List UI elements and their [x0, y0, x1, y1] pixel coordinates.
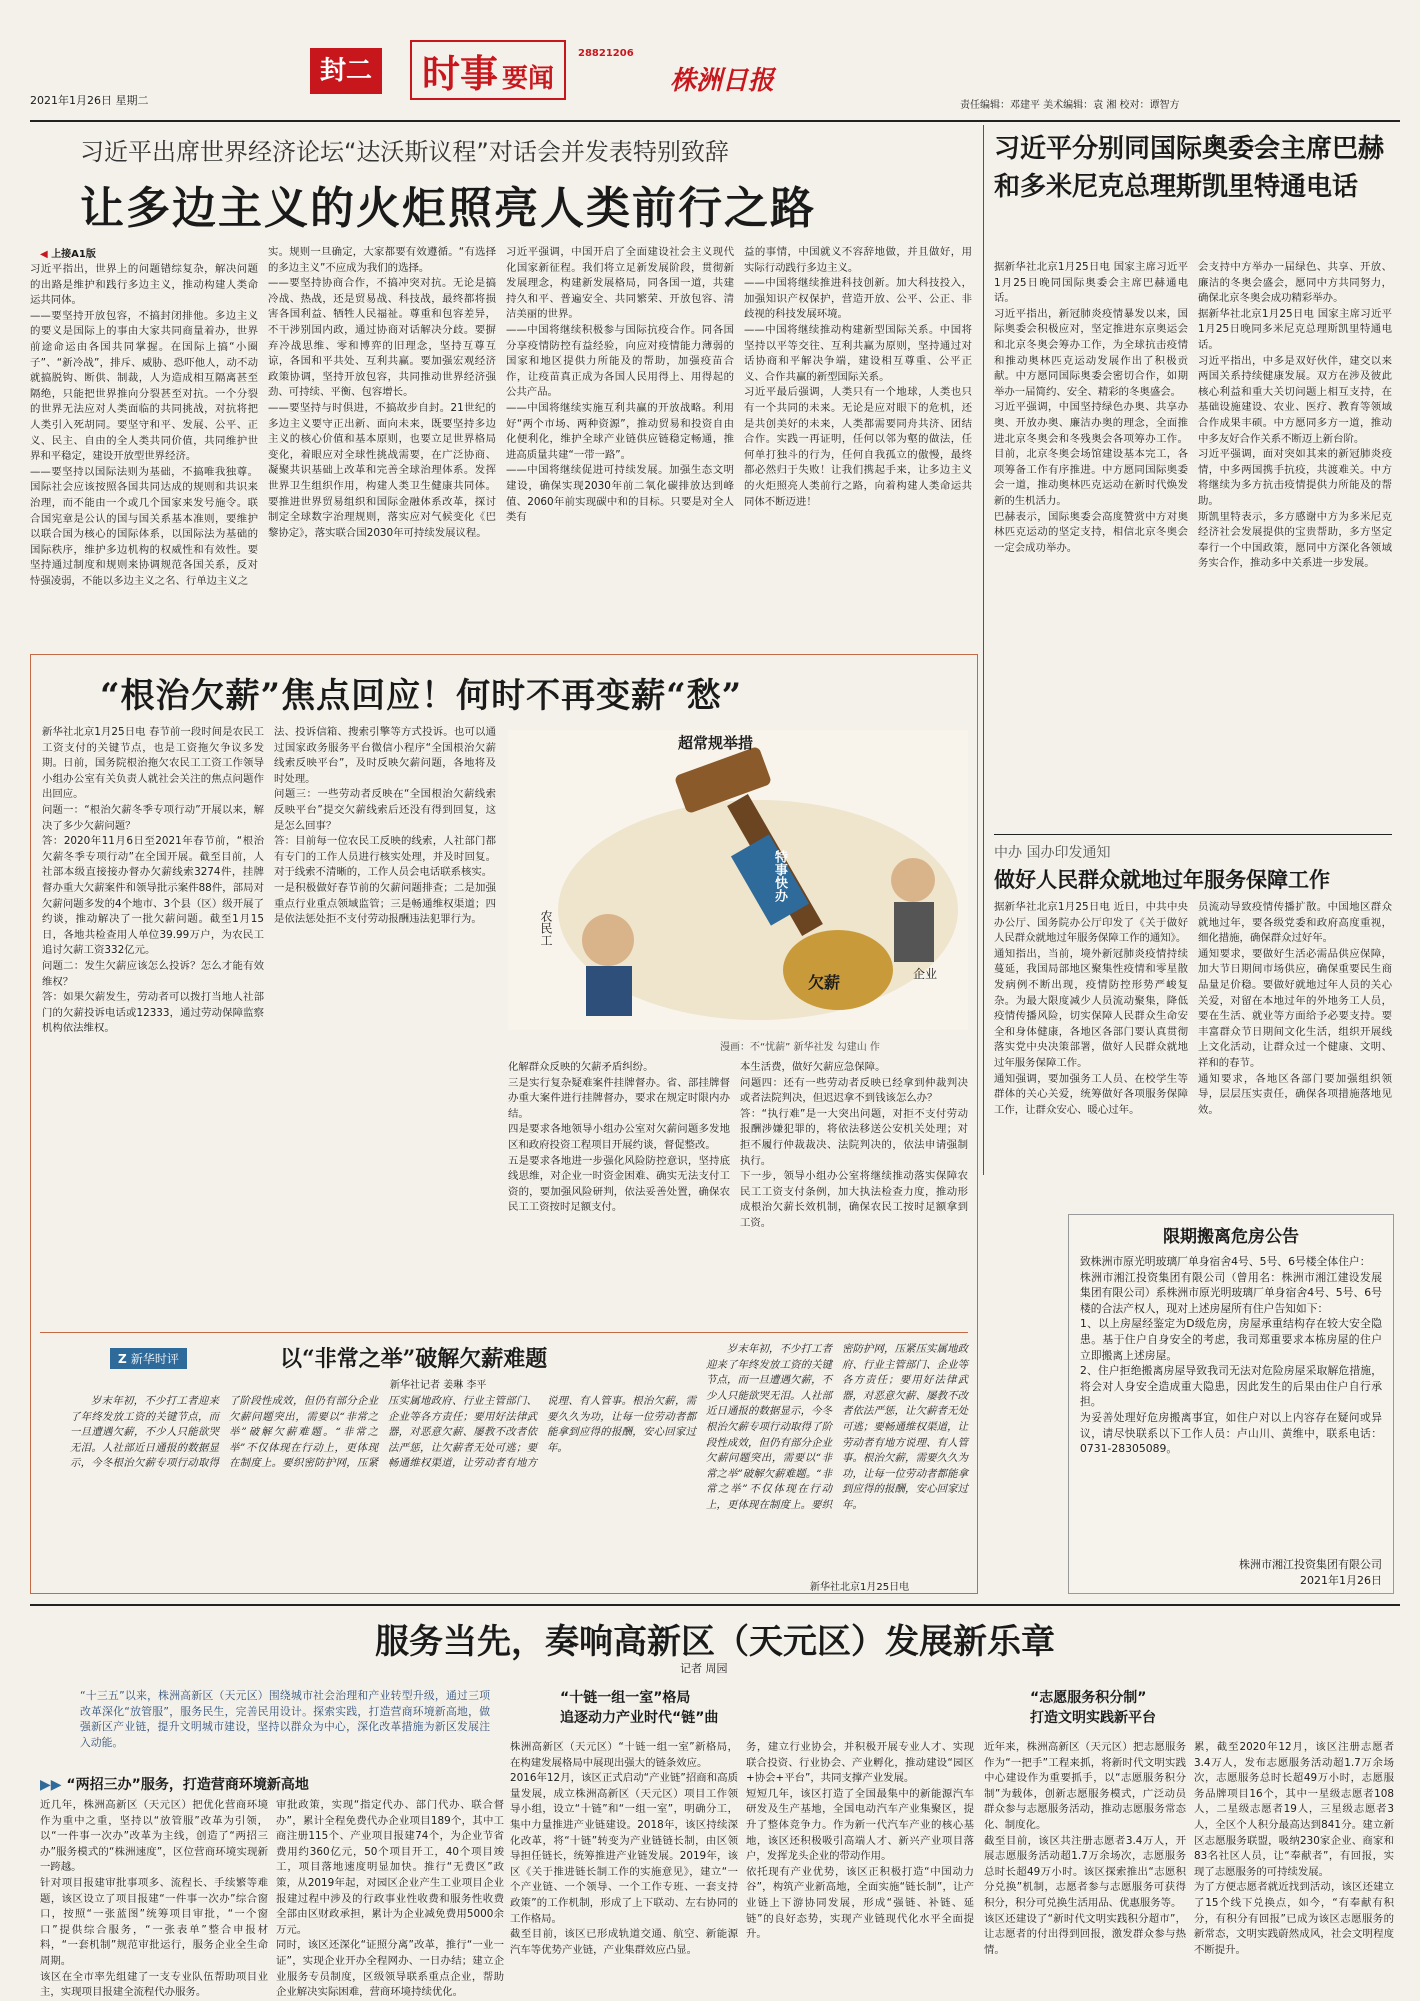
- editor-credits: 责任编辑：邓建平 美术编辑：袁 湘 校对：谭智方: [960, 100, 1180, 111]
- cartoon-label-1: 超常规举措: [678, 734, 754, 752]
- zone-s2-title: “十链一组一室”格局 追逐动力产业时代“链”曲: [560, 1690, 719, 1726]
- zone-s1-col-1: 近几年，株洲高新区（天元区）把优化营商环境作为重中之重，坚持以“放管服”改革为引领，以“一件事一次办”改革为主线，创造了“两招三办”服务模式的“株洲速度”，区位营商环境实现新一跨越。 针对项目报建审批事项多、流程长、手续繁等难题，该区设立了项目报建“一件事一次办”综合窗口，按照“一张蓝图”统筹项目审批，“一个窗口”提供综合服务，“一张表单”整合申报材料，“一套机制”规范审批运行，服务企业全生命周期。 该区在全市率先组建了一支专业队伍帮助项目业主，实现项目报建全流程代办服务。: [40, 1799, 268, 1999]
- wage-col-2: 法、投诉信箱、搜索引擎等方式投诉。也可以通过国家政务服务平台微信小程序“全国根治欠薪线索反映平台”，及时反映欠薪问题，各地将及时处理。 问题三：一些劳动者反映在“全国根治欠薪线索反映平台”提交欠薪线索后还没有得到回复，这是怎么回事？ 答：目前每一位农民工反映的线索，人社部门都有专门的工作人员进行核实处理，并及时回复。对于线索不清晰的，工作人员会电话联系核实。 一是积极做好春节前的欠薪问题排查；二是加强重点行业重点领域监管；三是畅通维权渠道；四是依法惩处拒不支付劳动报酬违法犯罪行为。: [274, 726, 496, 926]
- section-title-sub: 要闻: [502, 63, 555, 94]
- zone-summary: “十三五”以来，株洲高新区（天元区）围绕城市社会治理和产业转型升级，通过三项改革深化“放管服”，服务民生，完善民用设计。探索实践，打造营商环境新高地，做强新区产业链，提升文明城市建设，坚持以群众为中心，深化改革措施为新区发展注入动能。: [80, 1689, 490, 1749]
- zone-s1-title-text: “两招三办”服务，打造营商环境新高地: [66, 1777, 309, 1793]
- zone-headline: 服务当先，奏响高新区（天元区）发展新乐章: [375, 1622, 1055, 1662]
- cartoon-caption: 漫画：不“忧薪” 新华社发 勾建山 作: [720, 1042, 880, 1053]
- zone-s3-col-1: 近年来，株洲高新区（天元区）把志愿服务作为“一把手”工程来抓，将新时代文明实践中心建设作为重要抓手，以“志愿服务积分制”为载体，创新志愿服务模式，广泛动员群众参与志愿服务活动，推动志愿服务常态化、制度化。 截至目前，该区共注册志愿者3.4万人，开展志愿服务活动超1.7万余场次，志愿服务总时长超49万小时。该区探索推出“志愿积分兑换”机制，志愿者参与志愿服务可获得积分，积分可兑换生活用品、优惠服务等。 该区还建设了“新时代文明实践积分超市”，让志愿者的付出得到回报，激发群众参与热情。: [984, 1741, 1186, 1956]
- hotline: 28821206: [578, 48, 634, 59]
- masthead: [30, 44, 1400, 116]
- lead-col-1: 习近平指出，世界上的问题错综复杂，解决问题的出路是维护和践行多边主义，推动构建人类命运共同体。 ——要坚持开放包容，不搞封闭排他。多边主义的要义是国际上的事由大家共同商量着办，世界前途命运由各国共同掌握。在国际上搞“小圈子”、“新冷战”，排斥、威胁、恐吓他人，动不动就搞脱钩、断供、制裁，人为造成相互隔离甚至隔绝，只能把世界推向分裂甚至对抗。一个分裂的世界无法应对人类面临的共同挑战，对抗将把人类引入死胡同。要坚守和平、发展、公平、正义、民主、自由的全人类共同价值，共同维护世界和平稳定，建设开放型世界经济。 ——要坚持以国际法则为基础，不搞唯我独尊。国际社会应该按照各国共同达成的规则和共识来治理，而不能由一个或几个国家来发号施令。联合国宪章是公认的国与国关系基本准则，要维护以联合国为核心的国际体系，以国际法为基础的国际秩序，维护多边机构的权威性和有效性。要坚持通过制度和规则来协调规范各国关系，反对恃强凌弱，不能以多边主义之名、行单边主义之: [30, 263, 258, 587]
- zone-s3-col-2: 累，截至2020年12月，该区注册志愿者3.4万人，发布志愿服务活动超1.7万余场次，志愿服务总时长超49万小时，志愿服务品牌项目16个，其中一星级志愿者108人，二星级志愿者19人，三星级志愿者3人，全区个人积分最高达到841分。建立新区志愿服务联盟，吸纳230家企业、商家和83名社区人员，让“奉献者”，有回报，实现了志愿服务的可持续发展。 为了方便志愿者就近找到活动，该区还建立了15个线下兑换点，如今，“有奉献有积分，有积分有回报”已成为该区志愿服务的新常态，文明实践蔚然成风，社会文明程度不断提升。: [1194, 1741, 1394, 1956]
- wage-headline: “根治欠薪”焦点回应！何时不再变薪“愁”: [100, 676, 743, 716]
- zone-rule: [30, 1604, 1400, 1606]
- lead-col-2: 实。规则一旦确定，大家都要有效遵循。“有选择的多边主义”不应成为我们的选择。 ——要坚持协商合作，不搞冲突对抗。无论是搞冷战、热战，还是贸易战、科技战，最终都将损害各国利益、牺牲人民福祉。尊重和包容差异，不干涉别国内政，通过协商对话解决分歧。要摒弃冷战思维、零和博弈的旧理念，坚持互尊互谅，各国和平共处、互利共赢。要加强宏观经济政策协调，坚持开放包容，共同推动世界经济强劲、可持续、平衡、包容增长。 ——要坚持与时俱进，不搞故步自封。21世纪的多边主义要守正出新、面向未来，既要坚持多边主义的核心价值和基本原则，也要立足世界格局变化，着眼应对全球性挑战需要，在广泛协商、凝聚共识基础上改革和完善全球治理体系。发挥世界卫生组织作用，构建人类卫生健康共同体。要推进世界贸易组织和国际金融体系改革，探讨制定全球数字治理规则，落实应对气候变化《巴黎协定》，落实联合国2030年可持续发展议程。: [268, 246, 496, 539]
- continued-label: [40, 245, 96, 260]
- date-line: 2021年1月26日 星期二: [30, 94, 149, 107]
- lead-headline: 让多边主义的火炬照亮人类前行之路: [80, 183, 816, 234]
- zone-byline: 记者 周园: [680, 1662, 728, 1675]
- lead-kicker: 习近平出席世界经济论坛“达沃斯议程”对话会并发表特别致辞: [80, 138, 729, 166]
- cartoon-drawing: [508, 730, 968, 1030]
- comment-headline: 以“非常之举”破解欠薪难题: [280, 1346, 548, 1372]
- zone-s1-title: [40, 1774, 309, 1794]
- right-col-1: 据新华社北京1月25日电 国家主席习近平1月25日晚同国际奥委会主席巴赫通电话。 习近平指出，新冠肺炎疫情暴发以来，国际奥委会积极应对，坚定推进东京奥运会和北京冬奥会筹办工作，为全球抗击疫情和推动奥林匹克运动发展作出了积极贡献。中方愿同国际奥委会密切合作，如期举办一届简约、安全、精彩的冬奥盛会。 习近平强调，中国坚持绿色办奥、共享办奥、开放办奥、廉洁办奥的理念，全面推进北京冬奥会和冬残奥会各项筹办工作。目前，北京冬奥会场馆建设基本完工，各项筹备工作有序推进。中方愿同国际奥委会一道，推动奥林匹克运动在新时代焕发新的生机活力。 巴赫表示，国际奥委会高度赞赏中方对奥林匹克运动的坚定支持，相信北京冬奥会一定会成功举办。: [994, 261, 1188, 554]
- cartoon-label-5: 企业: [913, 967, 938, 981]
- right-sub-col-2: 员流动导致疫情传播扩散。中国地区群众就地过年，要各级党委和政府高度重视，细化措施，确保群众过好年。 通知要求，要做好生活必需品供应保障，加大节日期间市场供应，确保重要民生商品量足价稳。要做好就地过年人员的关心关爱，对留在本地过年的外地务工人员，要在生活、就业等方面给予必要支持。要丰富群众节日期间文化生活，组织开展线上文化活动，让群众过一个健康、文明、祥和的春节。 通知要求，各地区各部门要加强组织领导，层层压实责任，确保各项措施落地见效。: [1198, 901, 1392, 1116]
- wage-col-3: 化解群众反映的欠薪矛盾纠纷。 三是实行复杂疑难案件挂牌督办。省、部挂牌督办重大案件进行挂牌督办，要求在规定时限内办结。 四是要求各地领导小组办公室对欠薪问题多发地区和政府投资工程项目开展约谈，督促整改。 五是要求各地进一步强化风险防控意识，坚持底线思维，对企业一时资金困难、确实无法支付工资的，要加强风险研判，依法妥善处置，确保农民工工资按时足额支付。: [508, 1061, 730, 1214]
- right-col-2: 会支持中方举办一届绿色、共享、开放、廉洁的冬奥会盛会，愿同中方共同努力，确保北京冬奥会成功精彩举办。 据新华社北京1月25日电 国家主席习近平1月25日晚同多米尼克总理斯凯里特通电话。 习近平指出，中多是双好伙伴，建交以来两国关系持续健康发展。双方在涉及彼此核心利益和重大关切问题上相互支持，在基础设施建设、农业、医疗、教育等领域合作成果丰硕。中方愿同多方一道，推动中多友好合作关系不断迈上新台阶。 习近平强调，面对突如其来的新冠肺炎疫情，中多两国携手抗疫，共渡难关。中方将继续为多方抗击疫情提供力所能及的帮助。 斯凯里特表示，多方感谢中方为多米尼克经济社会发展提供的宝贵帮助，多方坚定奉行一个中国政策，愿同中方深化各领域务实合作，推动多中关系进一步发展。: [1198, 261, 1392, 570]
- paper-name: 株洲日报: [670, 66, 775, 96]
- right-sub-col-1: 据新华社北京1月25日电 近日，中共中央办公厅、国务院办公厅印发了《关于做好人民群众就地过年服务保障工作的通知》。 通知指出，当前，境外新冠肺炎疫情持续蔓延，我国局部地区聚集性疫情和零星散发病例不断出现，疫情防控形势严峻复杂。为最大限度减少人员流动聚集，降低疫情传播风险，切实保障人民群众生命安全和身体健康，各地区各部门要认真贯彻落实党中央决策部署，做好人民群众就地过年服务保障工作。 通知强调，要加强务工人员、在校学生等群体的关心关爱，统筹做好各项服务保障工作，让群众安心、暖心过年。: [994, 901, 1188, 1116]
- lead-col-3: 习近平强调，中国开启了全面建设社会主义现代化国家新征程。我们将立足新发展阶段，贯彻新发展理念，构建新发展格局，同各国一道，共建持久和平、普遍安全、共同繁荣、开放包容、清洁美丽的世界。 ——中国将继续积极参与国际抗疫合作。同各国分享疫情防控有益经验，向应对疫情能力薄弱的国家和地区提供力所能及的帮助，加强疫苗合作，让疫苗真正成为各国人民用得上、用得起的公共产品。 ——中国将继续实施互利共赢的开放战略。利用好“两个市场、两种资源”，推动贸易和投资自由化便利化，维护全球产业链供应链稳定畅通，推进高质量共建“一带一路”。 ——中国将继续促进可持续发展。加强生态文明建设，确保实现2030年前二氧化碳排放达到峰值、2060年前实现碳中和的目标。只要是对全人类有: [506, 246, 734, 524]
- comment-end: 新华社北京1月25日电: [810, 1582, 910, 1593]
- comment-body-right: 岁末年初，不少打工者迎来了年终发放工资的关键节点，而一旦遭遇欠薪，不少人只能欲哭无泪。人社部近日通报的数据显示，今冬根治欠薪专项行动取得了阶段性成效，但仍有部分企业欠薪问题突出，需要以“非常之举”破解欠薪难题。“非常之举”不仅体现在行动上，更体现在制度上。要织密防护网，压紧压实属地政府、行业主管部门、企业等各方责任；要用好法律武器，对恶意欠薪、屡教不改者依法严惩，让欠薪者无处可逃；要畅通维权渠道，让劳动者有地方说理、有人管事。根治欠薪，需要久久为功，让每一位劳动者都能拿到应得的报酬，安心回家过年。: [706, 1343, 968, 1511]
- cartoon-label-2: 特事快办: [772, 850, 787, 902]
- vertical-divider: [983, 125, 984, 1175]
- wage-col-4: 本生活费，做好欠薪应急保障。 问题四：还有一些劳动者反映已经拿到仲裁判决或者法院判决，但迟迟拿不到钱该怎么办？ 答：“执行难”是一大突出问题，对拒不支付劳动报酬涉嫌犯罪的，将依法移送公安机关处理；对拒不履行仲裁裁决、法院判决的，依法申请强制执行。 下一步，领导小组办公室将继续推动落实保障农民工工资支付条例，加大执法检查力度，推动形成根治欠薪长效机制，确保农民工按时足额拿到工资。: [740, 1061, 968, 1229]
- zone-s1-col-2: 审批政策，实现“指定代办、部门代办、联合督办”，累计全程免费代办企业项目189个，其中工商注册115个、产业项目报建74个，为企业节省费用约360亿元，50个项目开工，40个项目竣工，项目落地速度明显加快。推行“无费区”政策，从2019年起，对园区企业产生工业项目企业报建过程中涉及的行政事业性收费和服务性收费全部由区财政承担，累计为企业减免费用5000余万元。 同时，该区还深化“证照分离”改革，推行“一业一证”，实现企业开办全程网办、一日办结；建立企业服务专员制度，区级领导联系重点企业，帮助企业解决实际困难，营商环境持续优化。: [276, 1799, 504, 1999]
- section-marker-icon: ▶▶: [40, 1777, 62, 1793]
- notice-title: 限期搬离危房公告: [1163, 1227, 1299, 1247]
- comment-byline: 新华社记者 姜琳 李平: [390, 1380, 487, 1391]
- arrow-icon: ◀: [40, 249, 48, 260]
- cartoon: [508, 730, 968, 1030]
- comment-tag: [110, 1348, 187, 1369]
- comment-tag-text: 新华时评: [130, 1352, 179, 1366]
- cartoon-label-3: 农民工: [539, 910, 553, 946]
- xinhua-icon: Z: [118, 1352, 131, 1366]
- wage-col-1: 新华社北京1月25日电 春节前一段时间是农民工工资支付的关键节点，也是工资拖欠争议多发期。日前，国务院根治拖欠农民工工资工作领导小组办公室有关负责人就社会关注的焦点问题作出回应。 问题一：“根治欠薪冬季专项行动”开展以来，解决了多少欠薪问题？ 答：2020年11月6日至2021年春节前，“根治欠薪冬季专项行动”在全国开展。截至目前，人社部本级直接接办督办欠薪线索3274件，挂牌督办重大欠薪案件和领导批示案件88件，部局对欠薪问题多发的4个地市、3个县（区）级开展了约谈，推动解决了一批欠薪问题。截至1月15日，各地共检查用人单位39.99万户，为农民工追讨欠薪工资332亿元。 问题二：发生欠薪应该怎么投诉？怎么才能有效维权？ 答：如果欠薪发生，劳动者可以拨打当地人社部门的欠薪投诉电话或12333，通过劳动保障监察机构依法维权。: [42, 726, 264, 1035]
- zone-s2-col-2: 务，建立行业协会，并积极开展专业人才、实现联合投资、行业协会、产业孵化，推动建设“园区+协会+平台”，共同支撑产业发展。 短短几年，该区打造了全国最集中的新能源汽车研发及生产基地，全国电动汽车产业集聚区，提升了整体竞争力。作为新一代汽车产业的核心基地，该区还积极吸引高端人才、新兴产业项目落户，发挥龙头企业的带动作用。 依托现有产业优势，该区正积极打造“中国动力谷”，构筑产业新高地，全面实施“链长制”，让产业链上下游协同发展，形成“强链、补链、延链”的良好态势，实现产业链现代化水平全面提升。: [746, 1741, 974, 1941]
- right-sub-kicker: 中办 国办印发通知: [994, 845, 1111, 861]
- right-sub-rule: [994, 834, 1392, 835]
- notice-body: 致株洲市原光明玻璃厂单身宿舍4号、5号、6号楼全体住户： 株洲市湘江投资集团有限公司（曾用名：株洲市湘江建设发展集团有限公司）系株洲市原光明玻璃厂单身宿舍4号、5号、6号楼的合法产权人，现对上述房屋所有住户告知如下： 1、以上房屋经鉴定为D级危房，房屋承重结构存在较大安全隐患。基于住户自身安全的考虑，我司郑重要求本栋房屋的住户立即搬离上述房屋。 2、住户拒绝搬离房屋导致我司无法对危险房屋采取解危措施，将会对人身安全造成重大隐患，因此发生的后果由住户自行承担。 为妥善处理好危房搬离事宜，如住户对以上内容存在疑问或异议，请尽快联系以下工作人员：卢山川、黄维中，联系电话：0731-28305089。: [1080, 1255, 1382, 1456]
- cartoon-label-4: 欠薪: [808, 973, 841, 992]
- lead-col-4: 益的事情，中国就义不容辞地做，并且做好，用实际行动践行多边主义。 ——中国将继续推进科技创新。加大科技投入，加强知识产权保护，营造开放、公平、公正、非歧视的科技发展环境。 ——中国将继续推动构建新型国际关系。中国将坚持以平等交往、互利共赢为原则，坚持通过对话协商和平解决争端，建设相互尊重、公平正义、合作共赢的新型国际关系。 习近平最后强调，人类只有一个地球，人类也只有一个共同的未来。无论是应对眼下的危机，还是共创美好的未来，人类都需要同舟共济、团结合作。实践一再证明，任何以邻为壑的做法，任何单打独斗的行为，任何自我孤立的傲慢，最终都必然归于失败！让我们携起手来，让多边主义的火炬照亮人类前行之路，向着构建人类命运共同体不断迈进！: [744, 246, 972, 508]
- page-label: 封二: [310, 48, 382, 94]
- right-headline: 习近平分别同国际奥委会主席巴赫和多米尼克总理斯凯里特通电话: [994, 134, 1385, 202]
- zone-s3-title: “志愿服务积分制” 打造文明实践新平台: [1030, 1690, 1156, 1726]
- notice-sign-company: 株洲市湘江投资集团有限公司: [1239, 1558, 1382, 1571]
- section-title: [410, 40, 566, 100]
- masthead-rule: [30, 120, 1400, 122]
- comment-body: 岁末年初，不少打工者迎来了年终发放工资的关键节点，而一旦遭遇欠薪，不少人只能欲哭无泪。人社部近日通报的数据显示，今冬根治欠薪专项行动取得了阶段性成效，但仍有部分企业欠薪问题突出，需要以“非常之举”破解欠薪难题。“非常之举”不仅体现在行动上，更体现在制度上。要织密防护网，压紧压实属地政府、行业主管部门、企业等各方责任；要用好法律武器，对恶意欠薪、屡教不改者依法严惩，让欠薪者无处可逃；要畅通维权渠道，让劳动者有地方说理、有人管事。根治欠薪，需要久久为功，让每一位劳动者都能拿到应得的报酬，安心回家过年。: [70, 1395, 696, 1470]
- zone-s2-col-1: 株洲高新区（天元区）“十链一组一室”新格局，在构建发展格局中展现出强大的链条效应。 2016年12月，该区正式启动“产业链”招商和高质量发展，成立株洲高新区（天元区）项目工作领导小组，设立“十链”和“一组一室”，明确分工，集中力量推进产业链建设。2018年，该区持续深化改革，将“十链”转变为产业链链长制，由区领导担任链长，统筹推进产业链发展。2019年，该区《关于推进链长制工作的实施意见》，建立“一个产业链、一个领导、一个工作专班、一套支持政策”的工作机制，形成了上下联动、左右协同的工作格局。 截至目前，该区已形成轨道交通、航空、新能源汽车等优势产业链，产业集群效应凸显。: [510, 1741, 738, 1956]
- comment-rule: [40, 1332, 968, 1333]
- notice-sign-date: 2021年1月26日: [1300, 1574, 1382, 1587]
- continued-text: 上接A1版: [51, 249, 96, 260]
- right-sub-headline: 做好人民群众就地过年服务保障工作: [994, 867, 1330, 892]
- section-title-main: 时事: [422, 50, 499, 96]
